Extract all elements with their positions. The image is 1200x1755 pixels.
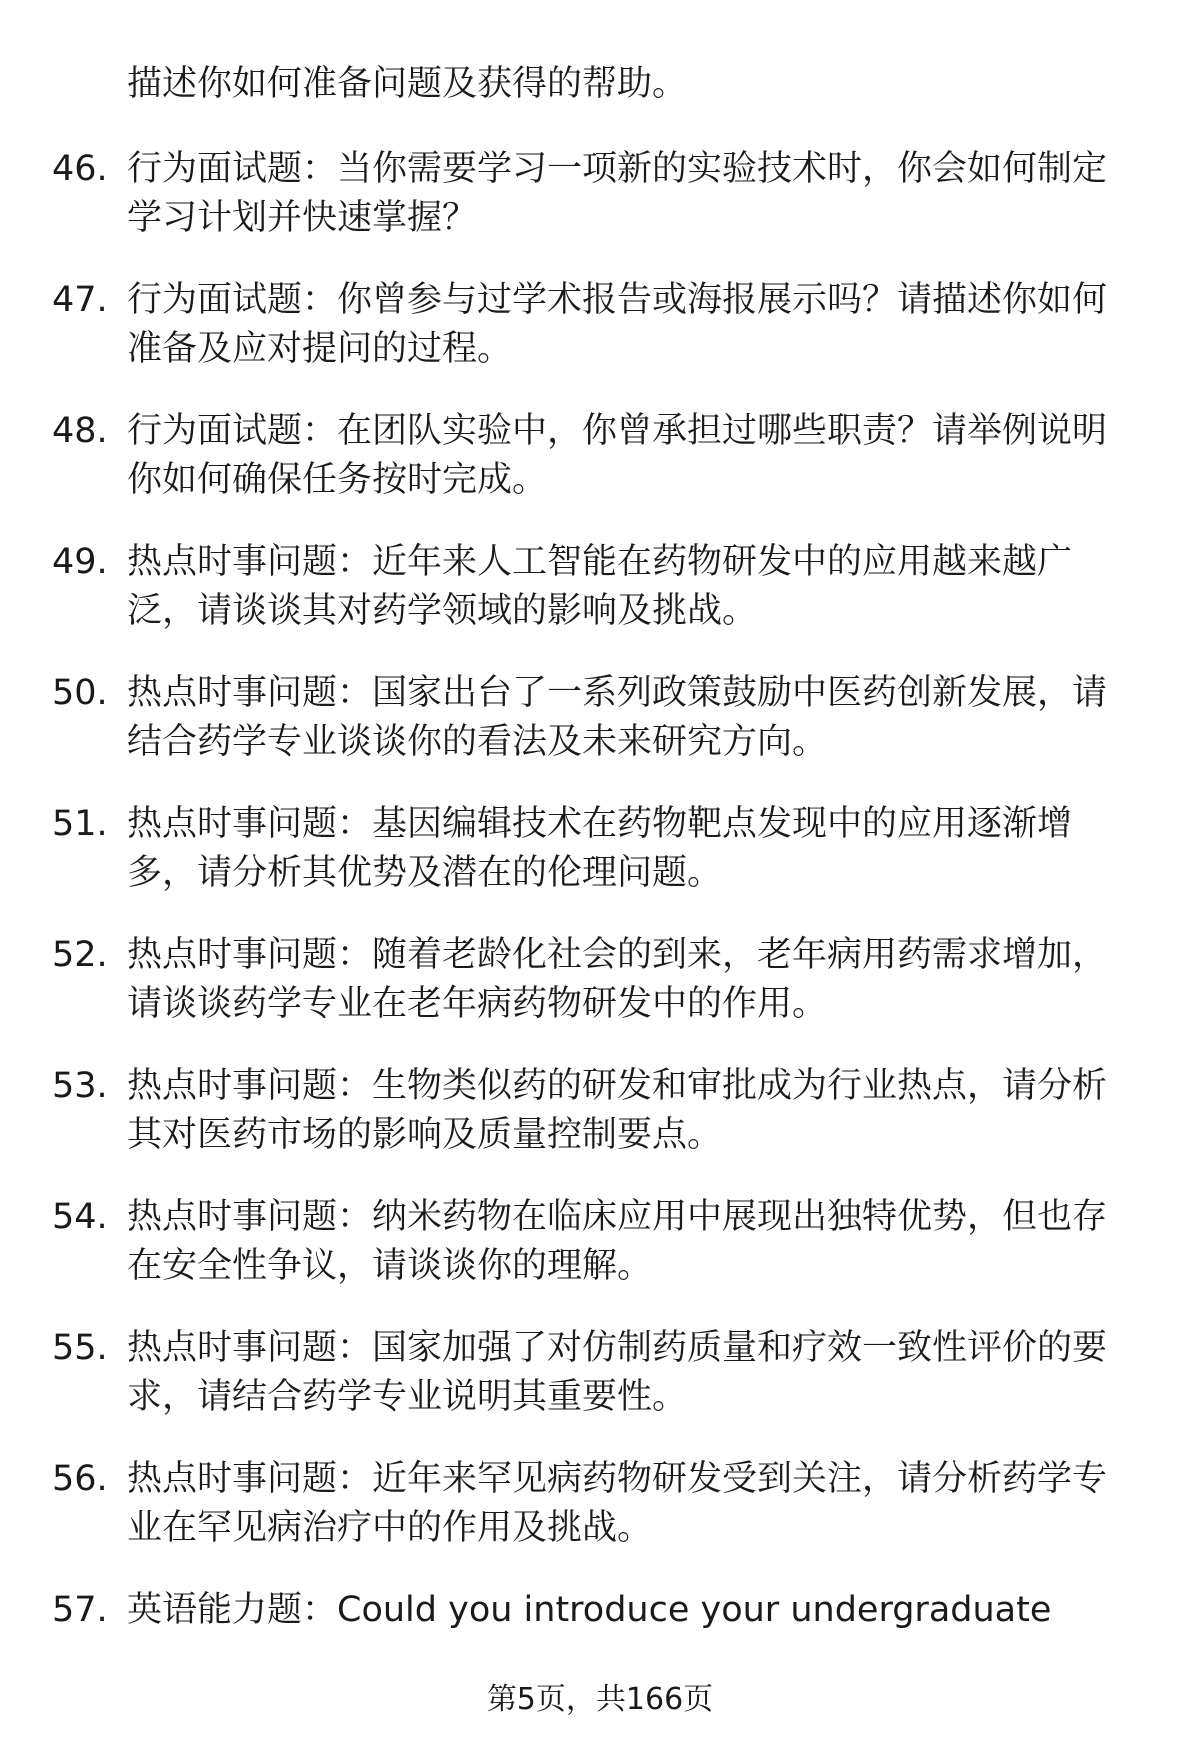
question-text-line: 热点时事问题：近年来人工智能在药物研发中的应用越来越广 (127, 542, 1073, 582)
question-text-line: 行为面试题：在团队实验中，你曾承担过哪些职责？请举例说明 (127, 411, 1108, 451)
question-number: 55. (52, 1328, 108, 1368)
question-item (0, 669, 1200, 800)
question-text-line: 英语能力题：Could you introduce your undergraduate (127, 1590, 1052, 1630)
question-text-line: 热点时事问题：国家出台了一系列政策鼓励中医药创新发展，请 (127, 673, 1108, 713)
continued-question-text: 描述你如何准备问题及获得的帮助。 (127, 64, 688, 104)
question-text (127, 931, 1107, 1029)
question-text (127, 1324, 1107, 1422)
question-number: 50. (52, 673, 108, 713)
question-item (0, 145, 1200, 276)
question-item (0, 407, 1200, 538)
question-text-line: 泛，请谈谈其对药学领域的影响及挑战。 (127, 591, 758, 631)
question-text-line: 热点时事问题：纳米药物在临床应用中展现出独特优势，但也存 (127, 1197, 1108, 1237)
question-text (127, 800, 1072, 898)
question-item (0, 538, 1200, 669)
question-text-line: 行为面试题：你曾参与过学术报告或海报展示吗？请描述你如何 (127, 280, 1108, 320)
question-item (0, 1062, 1200, 1193)
question-item (0, 931, 1200, 1062)
question-number: 57. (52, 1590, 108, 1630)
question-text-line: 请谈谈药学专业在老年病药物研发中的作用。 (127, 984, 828, 1024)
question-text (127, 669, 1107, 767)
question-text-line: 结合药学专业谈谈你的看法及未来研究方向。 (127, 722, 828, 762)
question-number: 52. (52, 935, 108, 975)
question-number: 54. (52, 1197, 108, 1237)
question-text-line: 热点时事问题：随着老龄化社会的到来，老年病用药需求增加， (127, 935, 1108, 975)
question-text (127, 145, 1107, 243)
question-text (127, 538, 1072, 636)
question-text-line: 求，请结合药学专业说明其重要性。 (127, 1377, 688, 1417)
question-list (0, 145, 1200, 1717)
question-text-line: 你如何确保任务按时完成。 (127, 460, 548, 500)
question-number: 53. (52, 1066, 108, 1106)
question-text-line: 行为面试题：当你需要学习一项新的实验技术时，你会如何制定 (127, 149, 1108, 189)
question-text (127, 1193, 1107, 1291)
question-text (127, 407, 1107, 505)
question-text-line: 业在罕见病治疗中的作用及挑战。 (127, 1508, 653, 1548)
question-text-line: 热点时事问题：国家加强了对仿制药质量和疗效一致性评价的要 (127, 1328, 1108, 1368)
question-number: 48. (52, 411, 108, 451)
question-text-line: 准备及应对提问的过程。 (127, 329, 513, 369)
question-text-line: 学习计划并快速掌握？ (127, 198, 478, 238)
page-footer: 第5页，共166页 (486, 1682, 714, 1717)
question-number: 49. (52, 542, 108, 582)
question-number: 46. (52, 149, 108, 189)
question-item (0, 800, 1200, 931)
question-item (0, 1193, 1200, 1324)
question-text-line: 热点时事问题：基因编辑技术在药物靶点发现中的应用逐渐增 (127, 804, 1073, 844)
question-text-line: 多，请分析其优势及潜在的伦理问题。 (127, 853, 723, 893)
question-text (127, 276, 1107, 374)
question-item (0, 1455, 1200, 1586)
question-item (0, 1324, 1200, 1455)
question-number: 56. (52, 1459, 108, 1499)
question-text (127, 1455, 1107, 1553)
question-number: 47. (52, 280, 108, 320)
question-text-line: 热点时事问题：近年来罕见病药物研发受到关注，请分析药学专 (127, 1459, 1108, 1499)
question-text-line: 其对医药市场的影响及质量控制要点。 (127, 1115, 723, 1155)
question-text (127, 1062, 1107, 1160)
question-item (0, 276, 1200, 407)
question-text-line: 在安全性争议，请谈谈你的理解。 (127, 1246, 653, 1286)
question-text (127, 1586, 1051, 1635)
question-text-line: 热点时事问题：生物类似药的研发和审批成为行业热点，请分析 (127, 1066, 1108, 1106)
question-number: 51. (52, 804, 108, 844)
